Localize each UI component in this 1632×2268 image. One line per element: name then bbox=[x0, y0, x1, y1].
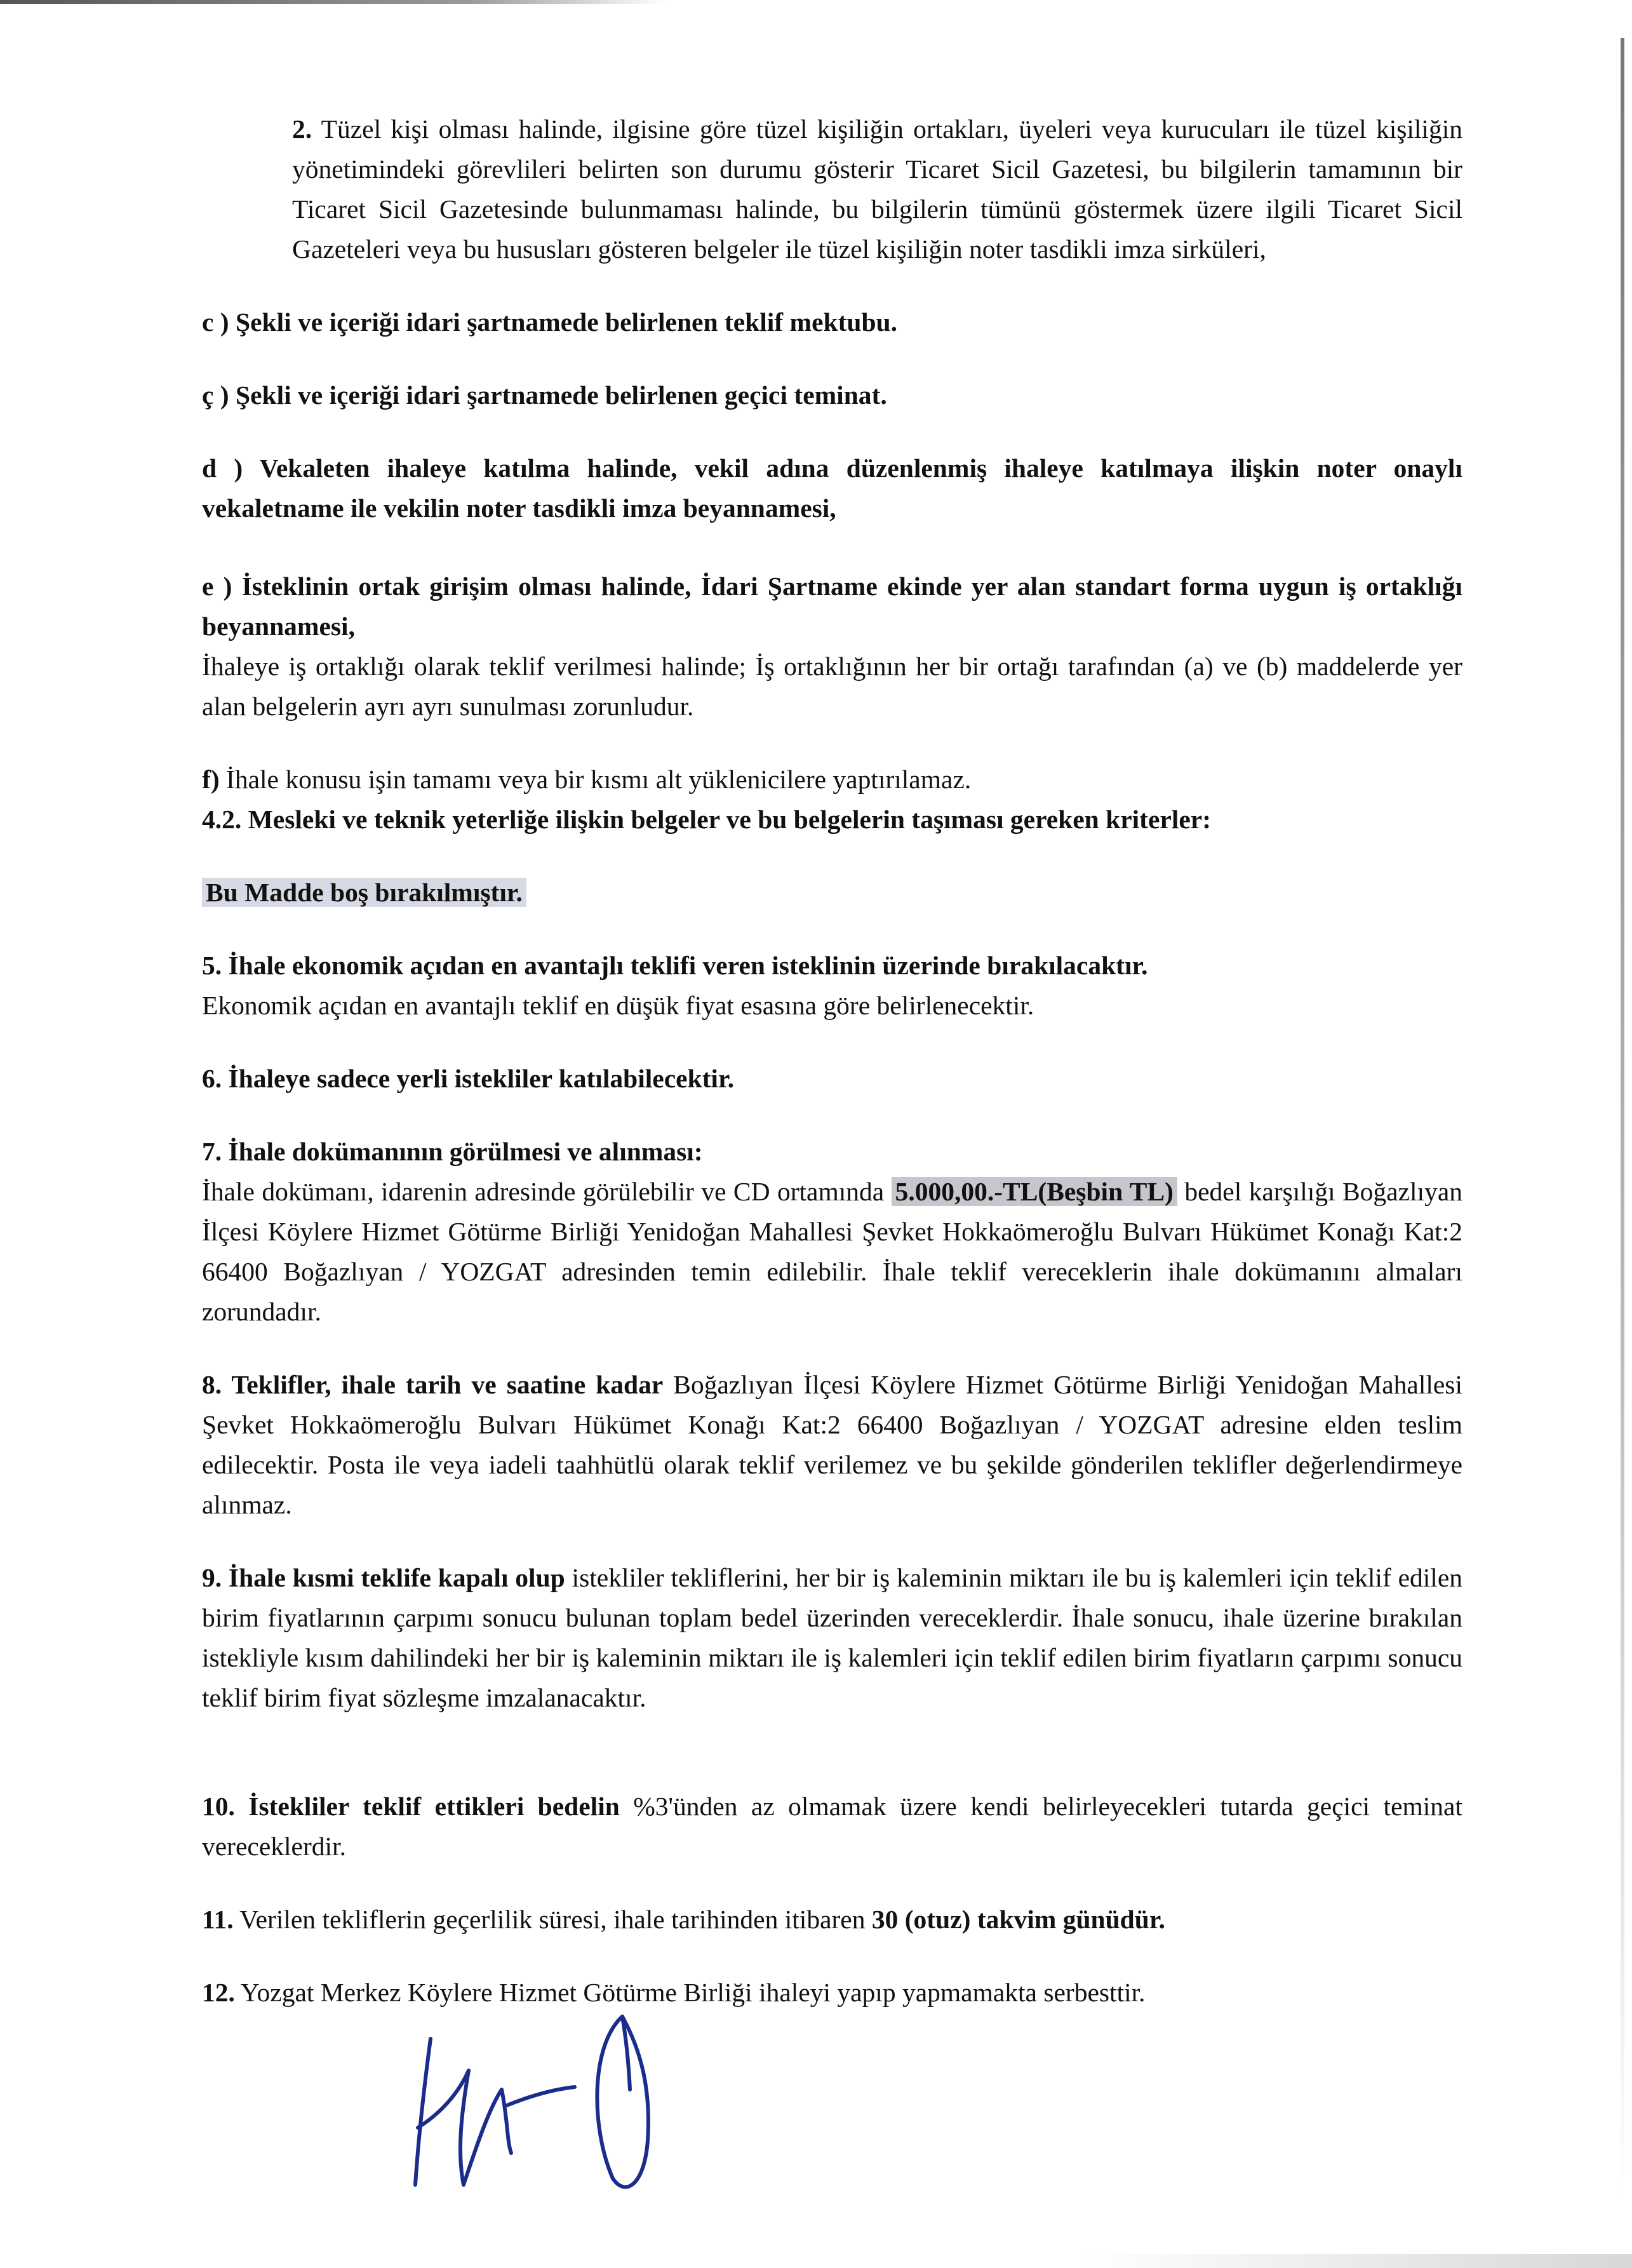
section-5-heading: 5. İhale ekonomik açıdan en avantajlı teklifi veren isteklinin üzerinde bırakılacaktır. bbox=[202, 951, 1148, 980]
section-11-number: 11. bbox=[202, 1905, 234, 1934]
section-9-lead: 9. İhale kısmi teklife kapalı olup bbox=[202, 1563, 565, 1592]
section-12 bbox=[202, 1973, 1462, 2013]
section-9-body: istekliler tekliflerini, her bir iş kaleminin miktarı ile bu iş kalemleri için teklif edilen birim fiyatlarının çarpımı sonucu bulunan toplam bedel üzerinden vereceklerdir. İhale sonucu, ihale üzerine bırakılan istekliyle kısım dahilindeki her bir iş kaleminin miktarı ile iş kalemleri için teklif edilen birim fiyatların çarpımı sonucu teklif birim fiyat sözleşme imzalanacaktır. bbox=[202, 1563, 1462, 1712]
section-11-body: Verilen tekliflerin geçerlilik süresi, ihale tarihinden itibaren bbox=[233, 1905, 872, 1934]
item-f bbox=[202, 760, 1462, 800]
section-6: 6. İhaleye sadece yerli istekliler katılabilecektir. bbox=[202, 1064, 734, 1093]
section-4-2-body-text: Bu Madde boş bırakılmıştır. bbox=[202, 878, 526, 907]
item-d: d ) Vekaleten ihaleye katılma halinde, vekil adına düzenlenmiş ihaleye katılmaya ilişkin noter onaylı vekaletname ile vekilin noter tasdikli imza beyannamesi, bbox=[202, 453, 1462, 523]
signature-stroke-4 bbox=[597, 2016, 648, 2187]
paragraph-2-number: 2. bbox=[292, 114, 312, 144]
section-8 bbox=[202, 1365, 1462, 1525]
section-11-duration: 30 (otuz) takvim günüdür. bbox=[871, 1905, 1165, 1934]
section-12-body: Yozgat Merkez Köylere Hizmet Götürme Birliği ihaleyi yapıp yapmamakta serbesttir. bbox=[234, 1978, 1146, 2007]
scan-edge-bottom bbox=[1080, 2254, 1632, 2268]
scan-edge-top bbox=[0, 0, 667, 4]
section-4-2-body bbox=[202, 873, 1462, 913]
item-e-note: İhaleye iş ortaklığı olarak teklif verilmesi halinde; İş ortaklığının her bir ortağı tarafından (a) ve (b) maddelerde yer alan belgelerin ayrı ayrı sunulması zorunludur. bbox=[202, 652, 1462, 721]
item-f-label: f) bbox=[202, 765, 220, 794]
document-body bbox=[202, 109, 1462, 2013]
paragraph-2-text: Tüzel kişi olması halinde, ilgisine göre tüzel kişiliğin ortakları, üyeleri veya kurucuları ile tüzel kişiliğin yönetimindeki görevlileri belirten son durumu gösterir Ticaret Sicil Gazetesi, bu bilgilerin tamamının bir Ticaret Sicil Gazetesinde bulunmaması halinde, bu bilgilerin tümünü göstermek üzere ilgili Ticaret Sicil Gazeteleri veya bu hususları gösteren belgeler ile tüzel kişiliğin noter tasdikli imza sirküleri, bbox=[292, 114, 1462, 264]
item-e: e ) İsteklinin ortak girişim olması halinde, İdari Şartname ekinde yer alan standart forma uygun iş ortaklığı beyannamesi, bbox=[202, 572, 1462, 641]
section-7-text-after: bedel karşılığı Boğazlıyan İlçesi Köylere Hizmet Götürme Birliği Yenidoğan Mahallesi Şevket Hokkaömeroğlu Bulvarı Hükümet Konağı Kat:2 66400 Boğazlıyan / YOZGAT adresinden temin edilebilir. İhale teklif vereceklerin ihale dokümanını almaları zorundadır. bbox=[202, 1177, 1462, 1326]
section-9 bbox=[202, 1558, 1462, 1718]
section-7-text-before: İhale dokümanı, idarenin adresinde görülebilir ve CD ortamında bbox=[202, 1177, 892, 1206]
section-4-2-heading: 4.2. Mesleki ve teknik yeterliğe ilişkin belgeler ve bu belgelerin taşıması gereken kriterler: bbox=[202, 805, 1212, 834]
signature-stroke-2 bbox=[418, 2070, 511, 2185]
section-7-amount: 5.000,00.-TL(Beşbin TL) bbox=[892, 1177, 1177, 1206]
section-7-body bbox=[202, 1172, 1462, 1332]
section-8-lead: 8. Teklifler, ihale tarih ve saatine kadar bbox=[202, 1370, 664, 1399]
section-7-heading: 7. İhale dokümanının görülmesi ve alınması: bbox=[202, 1137, 703, 1166]
signature-stroke-1 bbox=[415, 2039, 431, 2185]
section-5-body: Ekonomik açıdan en avantajlı teklif en düşük fiyat esasına göre belirlenecektir. bbox=[202, 991, 1034, 1020]
scan-edge-right bbox=[1621, 38, 1624, 2198]
handwritten-signature bbox=[400, 1994, 667, 2223]
section-10-lead: 10. İstekliler teklif ettikleri bedelin bbox=[202, 1792, 620, 1821]
item-c: c ) Şekli ve içeriği idari şartnamede belirlenen teklif mektubu. bbox=[202, 307, 898, 337]
paragraph-2 bbox=[202, 109, 1462, 269]
signature-stroke-3 bbox=[507, 2087, 575, 2105]
section-10 bbox=[202, 1787, 1462, 1867]
section-12-number: 12. bbox=[202, 1978, 235, 2007]
item-f-text: İhale konusu işin tamamı veya bir kısmı alt yüklenicilere yaptırılamaz. bbox=[219, 765, 972, 794]
section-8-body: Boğazlıyan İlçesi Köylere Hizmet Götürme Birliği Yenidoğan Mahallesi Şevket Hokkaömeroğlu Bulvarı Hükümet Konağı Kat:2 66400 Boğazlıyan / YOZGAT adresine elden teslim edilecektir. Posta ile veya iadeli taahhütlü olarak teklif verilemez ve bu şekilde gönderilen teklifler değerlendirmeye alınmaz. bbox=[202, 1370, 1462, 1519]
section-10-body: %3'ünden az olmamak üzere kendi belirleyecekleri tutarda geçici teminat vereceklerdir. bbox=[202, 1792, 1462, 1861]
item-c-cedilla: ç ) Şekli ve içeriği idari şartnamede belirlenen geçici teminat. bbox=[202, 380, 887, 410]
section-11 bbox=[202, 1900, 1462, 1940]
